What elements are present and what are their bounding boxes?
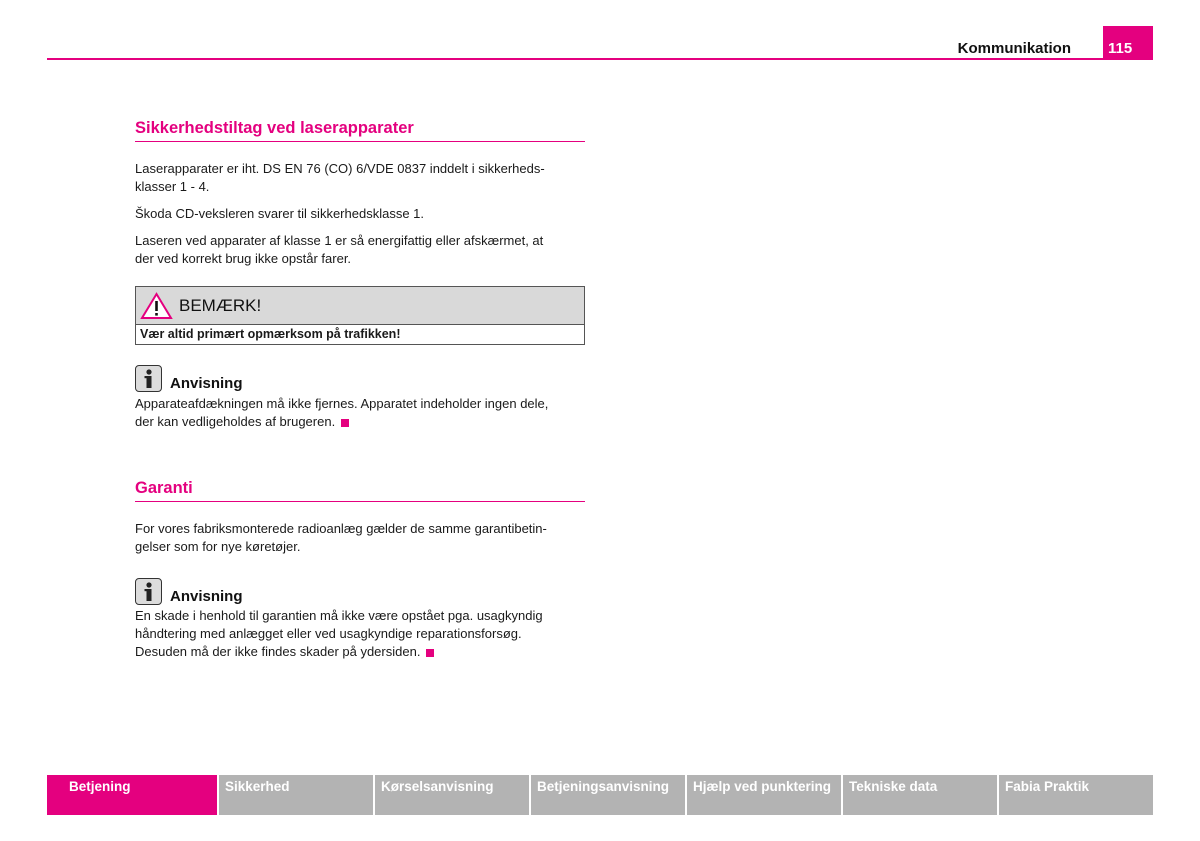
nav-tab-sikkerhed[interactable]: Sikkerhed [219, 775, 373, 815]
nav-tab-tekniske-data[interactable]: Tekniske data [843, 775, 997, 815]
warning-text: Vær altid primært opmærksom på trafikken! [140, 327, 401, 341]
paragraph: Škoda CD-veksleren svarer til sikkerhedsklasse 1. [135, 206, 424, 221]
info-label: Anvisning [170, 588, 243, 605]
info-text [135, 395, 585, 431]
info-label: Anvisning [170, 375, 243, 392]
info-text-content: En skade i henhold til garantien må ikke være opstået pga. usagkyndig håndtering med anlægget eller ved usagkyndige reparationsforsøg. Desuden må der ikke findes skader på ydersiden. [135, 608, 543, 659]
chapter-title: Kommunikation [957, 40, 1071, 57]
nav-tab-betjeningsanvisning[interactable]: Betjeningsanvisning [531, 775, 685, 815]
paragraph: Laserapparater er iht. DS EN 76 (CO) 6/VDE 0837 inddelt i sikkerheds- klasser 1 - 4. [135, 161, 545, 194]
paragraph: For vores fabriksmonterede radioanlæg gælder de samme garantibetin- gelser som for nye køretøjer. [135, 521, 547, 554]
info-heading [135, 575, 243, 605]
nav-tab-korselsanvisning[interactable]: Kørselsanvisning [375, 775, 529, 815]
page-number: 115 [1103, 26, 1153, 60]
info-text [135, 607, 585, 661]
nav-tab-hjaelp-ved-punktering[interactable]: Hjælp ved punktering [687, 775, 841, 815]
warning-triangle-icon [140, 292, 173, 320]
warning-note-box [135, 286, 585, 345]
warning-note-header [136, 287, 584, 325]
section-title-garanti: Garanti [135, 479, 585, 502]
chapter-nav [47, 775, 1153, 815]
nav-tab-fabia-praktik[interactable]: Fabia Praktik [999, 775, 1153, 815]
info-icon [135, 365, 162, 392]
nav-tab-betjening[interactable]: Betjening [47, 775, 217, 815]
header-rule [47, 58, 1153, 60]
info-heading [135, 362, 243, 392]
section-end-mark [341, 419, 349, 427]
info-icon [135, 578, 162, 605]
info-text-content: Apparateafdækningen må ikke fjernes. Apparatet indeholder ingen dele, der kan vedligeholdes af brugeren. [135, 396, 549, 429]
paragraph: Laseren ved apparater af klasse 1 er så energifattig eller afskærmet, at der ved korrekt brug ikke opstår farer. [135, 233, 544, 266]
section-title-laser: Sikkerhedstiltag ved laserapparater [135, 119, 585, 142]
warning-label: BEMÆRK! [179, 295, 262, 315]
section-end-mark [426, 649, 434, 657]
